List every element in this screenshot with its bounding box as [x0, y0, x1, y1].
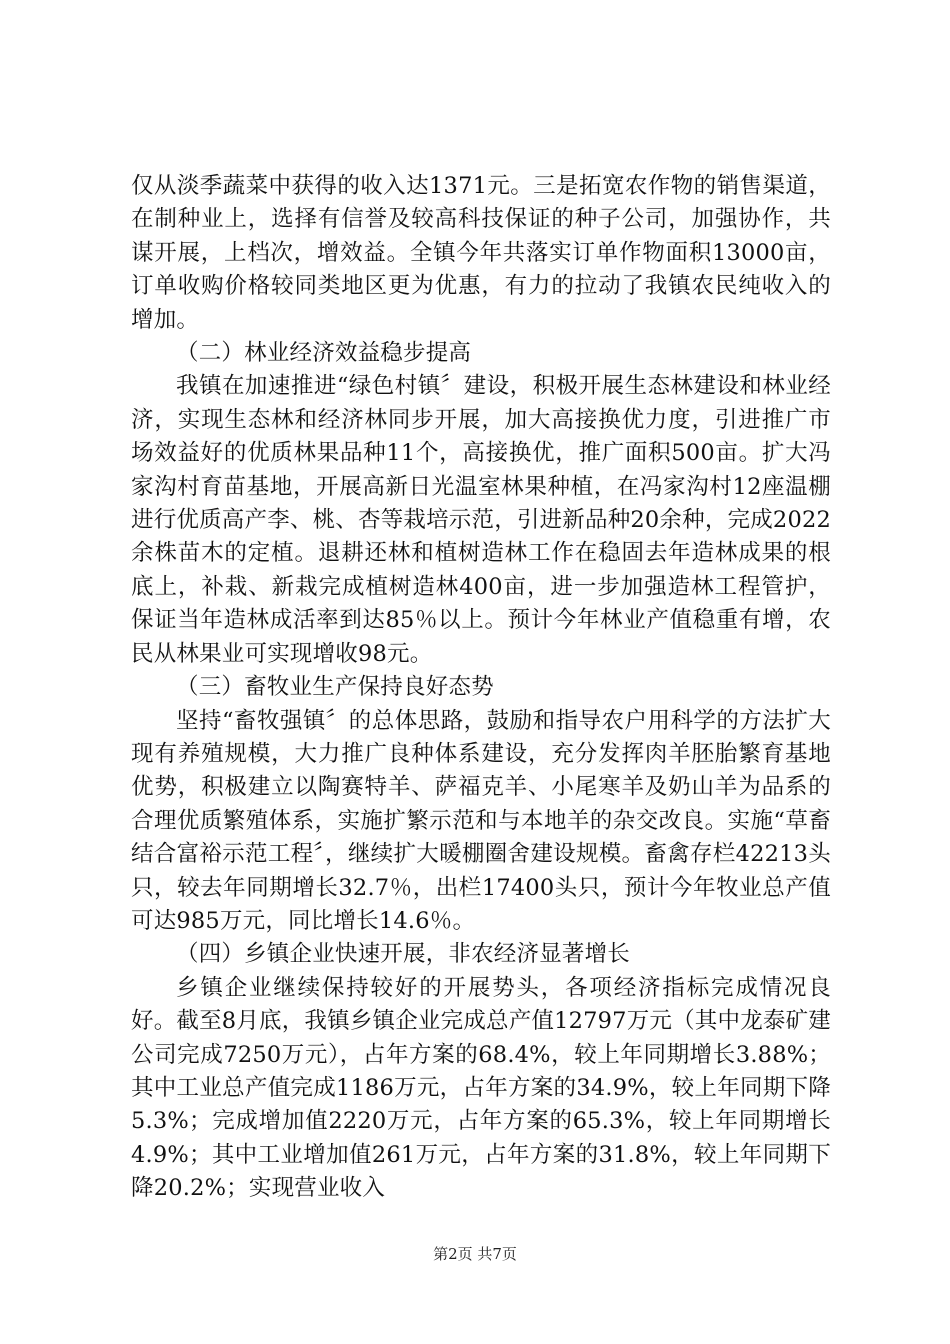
paragraph-forestry: 我镇在加速推进“绿色村镇〞建设，积极开展生态林建设和林业经济，实现生态林和经济林同步开展，加大高接换优力度，引进推广市场效益好的优质林果品种11个，高接换优，推广面积500亩。扩大冯家沟村育苗基地，开展高新日光温室林果种植，在冯家沟村12座温棚进行优质高产李、桃、杏等栽培示范，引进新品种20余种，完成2022余株苗木的定植。退耕还林和植树造林工作在稳固去年造林成果的根底上，补栽、新栽完成植树造林400亩，进一步加强造林工程管护，保证当年造林成活率到达85％以上。预计今年林业产值稳重有增，农民从林果业可实现增收98元。 — [131, 373, 831, 667]
paragraph-livestock: 坚持“畜牧强镇〞的总体思路，鼓励和指导农户用科学的方法扩大现有养殖规模，大力推广良种体系建设，充分发挥肉羊胚胎繁育基地优势，积极建立以陶赛特羊、萨福克羊、小尾寒羊及奶山羊为品系的合理优质繁殖体系，实施扩繁示范和与本地羊的杂交改良。实施“草畜结合富裕示范工程〞，继续扩大暖棚圈舍建设规模。畜禽存栏42213头只，较去年同期增长32.7％，出栏17400头只，预计今年牧业总产值可达985万元，同比增长14.6％。 — [131, 707, 831, 934]
section-heading-enterprise: （四）乡镇企业快速开展，非农经济显著增长 — [176, 941, 631, 968]
paragraph-enterprise: 乡镇企业继续保持较好的开展势头，各项经济指标完成情况良好。截至8月底，我镇乡镇企业完成总产值12797万元（其中龙泰矿建公司完成7250万元），占年方案的68.4%，较上年同期增长3.88%；其中工业总产值完成1186万元，占年方案的34.9%，较上年同期下降5.3%；完成增加值2220万元，占年方案的65.3%，较上年同期增长4.9%；其中工业增加值261万元，占年方案的31.8%，较上年同期下降20.2%；实现营业收入 — [131, 974, 831, 1202]
paragraph-continued: 仅从淡季蔬菜中获得的收入达1371元。三是拓宽农作物的销售渠道，在制种业上，选择有信誉及较高科技保证的种子公司，加强协作，共谋开展，上档次，增效益。全镇今年共落实订单作物面积13000亩，订单收购价格较同类地区更为优惠，有力的拉动了我镇农民纯收入的增加。 — [131, 173, 831, 333]
section-heading-livestock: （三）畜牧业生产保持良好态势 — [176, 674, 494, 701]
section-heading-forestry: （二）林业经济效益稳步提高 — [176, 340, 472, 367]
page-footer: 第2页 共7页 — [433, 1245, 517, 1263]
document-body — [131, 170, 831, 1206]
